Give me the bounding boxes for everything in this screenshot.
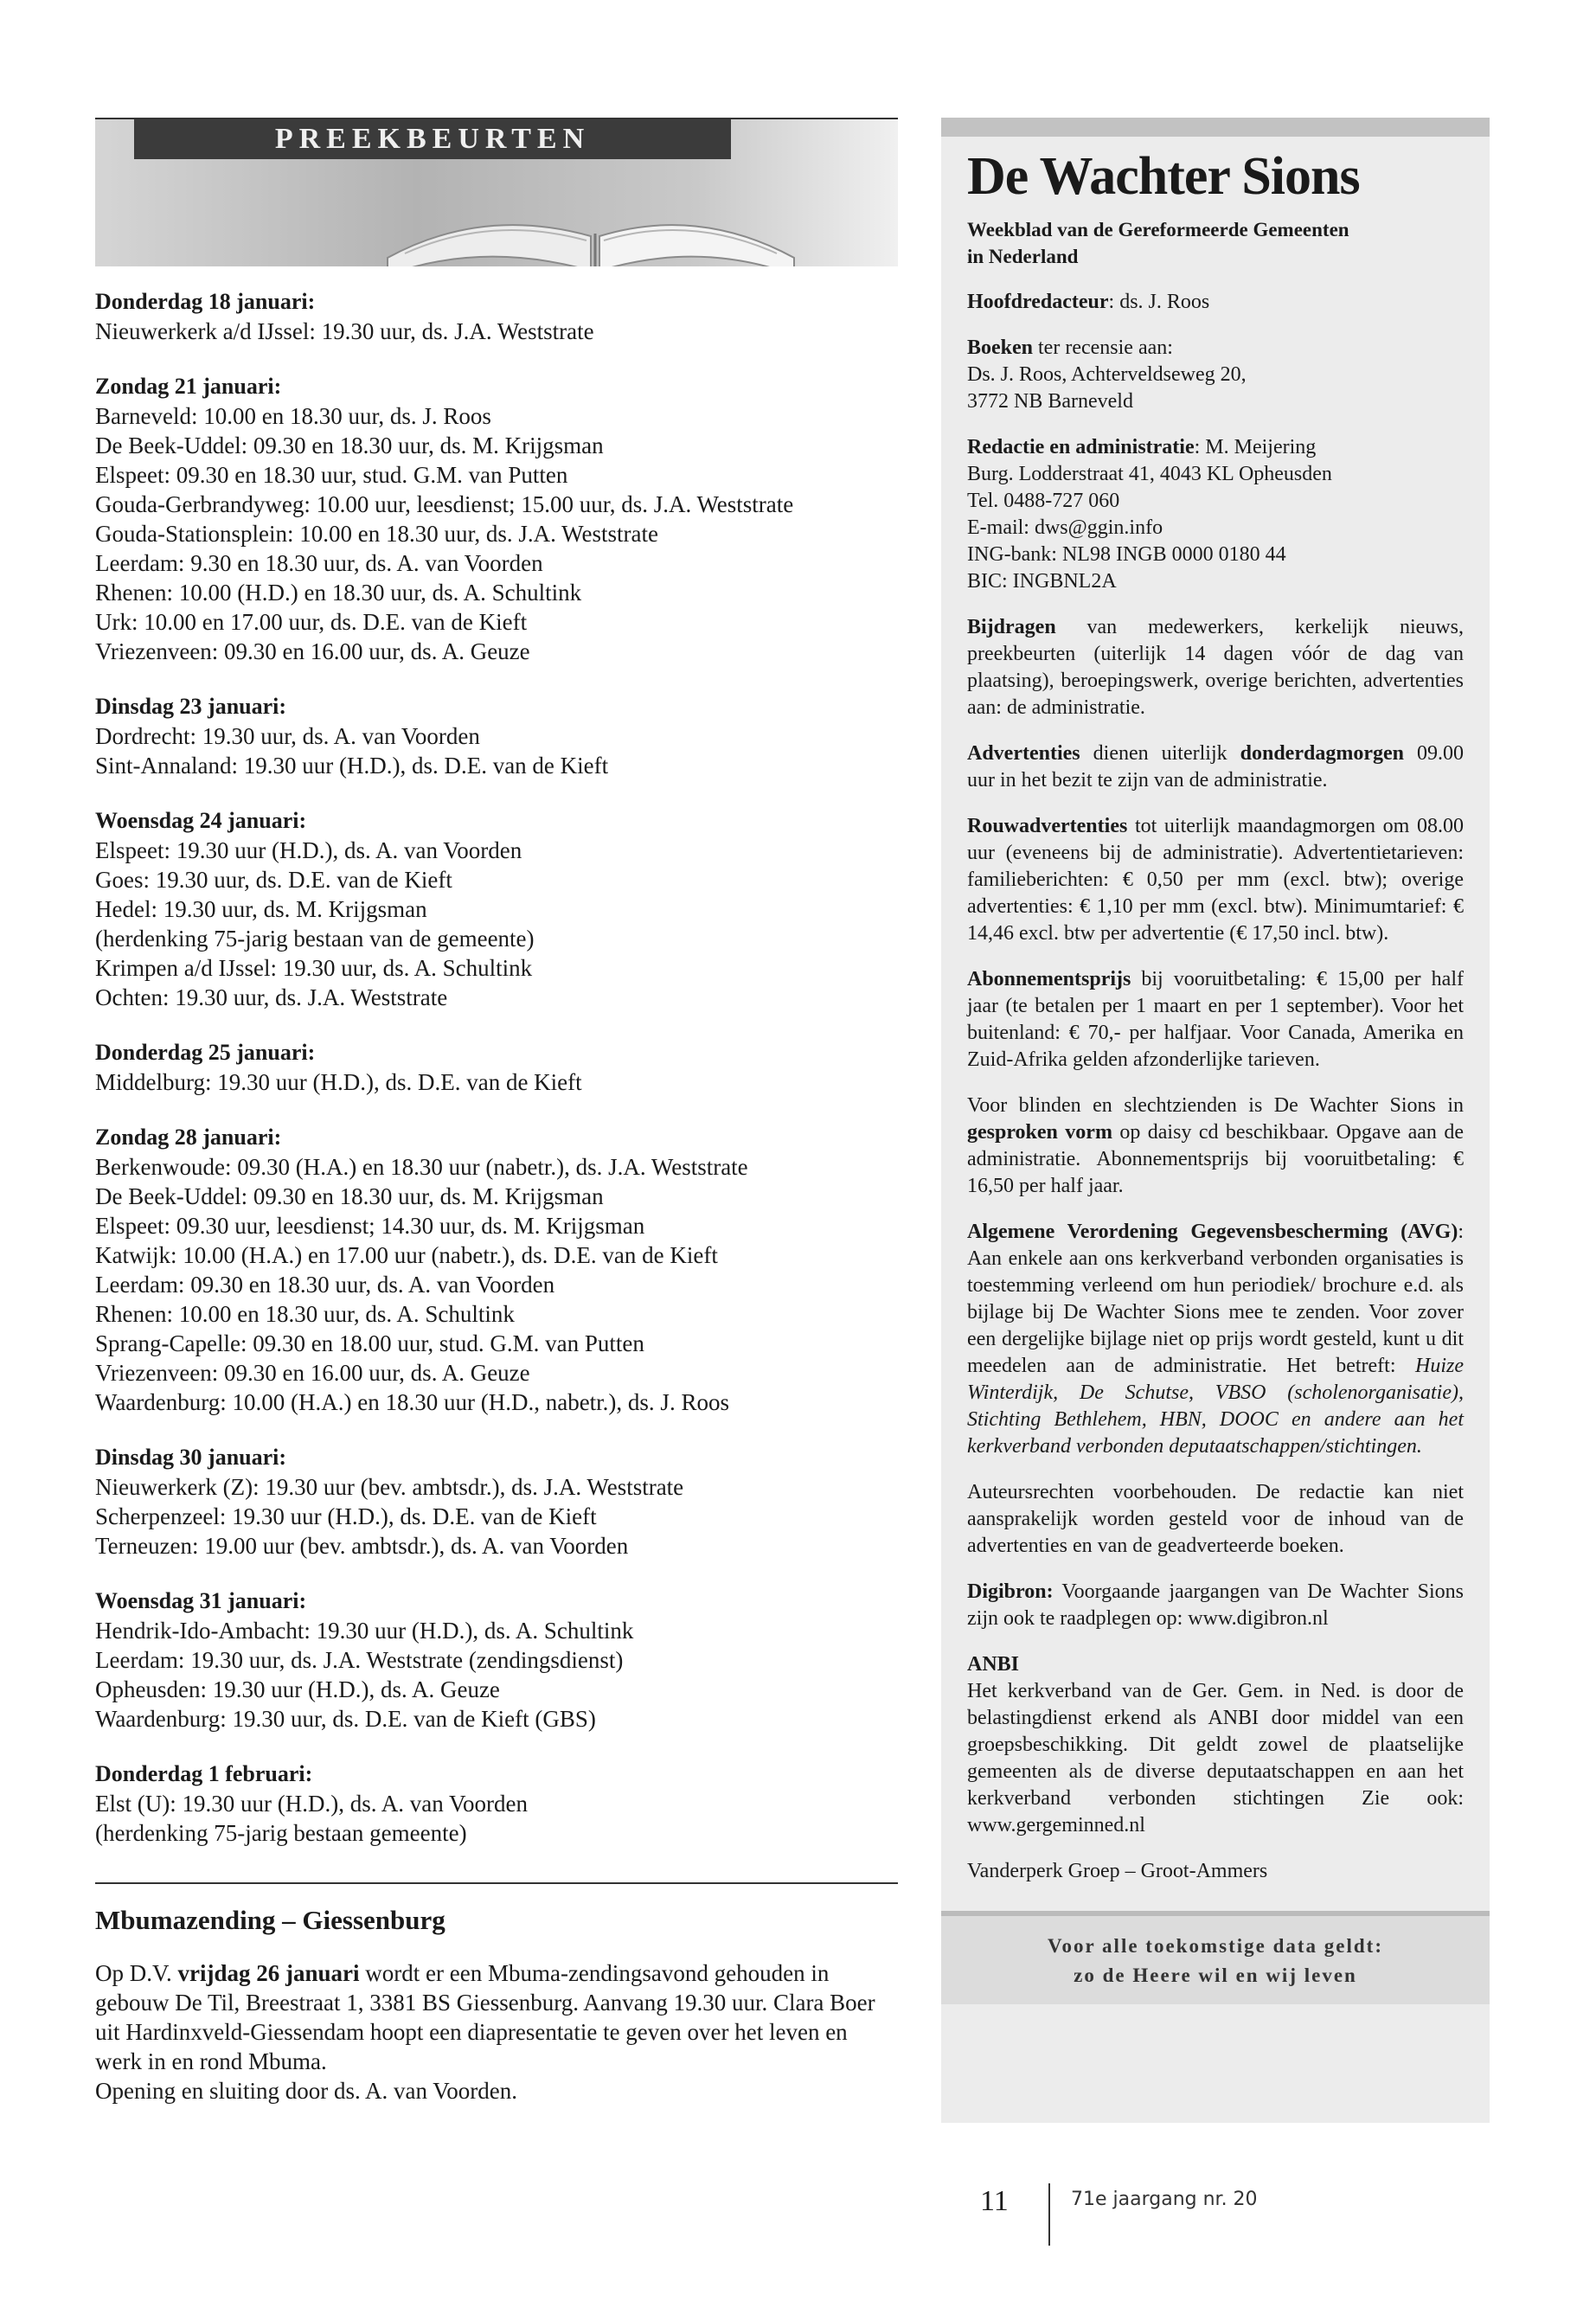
preekbeurten-column (95, 118, 898, 2106)
mourning-ads: Rouwadvertenties tot uiterlijk maandagmorgen om 08.00 uur (eveneens bij de administratie). Advertentietarieven: familieberichten: € 0,50 per mm (excl. btw); overige advertenties: € 1,10 per mm (excl. btw). Minimumtarief: € 14,46 excl. btw per advertentie (€ 17,50 incl. btw). (967, 815, 1464, 945)
day-heading: Zondag 28 januari: (95, 1125, 282, 1150)
privacy-avg: Algemene Verordening Gegevensbescherming (AVG): Aan enkele aan ons kerkverband verbonden organisaties is toestemming verleend om hun periodiek/ brochure e.d. als bijlage bij De Wachter Sions mee te zenden. Voor zover een dergelijke bijlage niet op prijs wordt gesteld, kunt u dit meedelen aan de administratie. Het betreft: Huize Winterdijk, De Schutse, VBSO (scholenorganisatie), Stichting Bethlehem, HBN, DOOC en andere aan het kerkverband verbonden deputaatschappen/stichtingen. (967, 1221, 1464, 1458)
section-banner (95, 118, 898, 266)
blind-edition: Voor blinden en slechtzienden is De Wachter Sions in gesproken vorm op daisy cd beschikbaar. Opgave aan de administratie. Abonnementsprijs bij vooruitbetaling: € 16,50 per half jaar. (967, 1094, 1464, 1197)
service-line: Scherpenzeel: 19.30 uur (H.D.), ds. D.E. van de Kieft (95, 1503, 597, 1529)
masthead: De Wachter Sions (967, 147, 1360, 206)
subscription: Abonnementsprijs bij vooruitbetaling: € 15,00 per half jaar (te betalen per 1 maart en per 1 september). Voor het buitenland: € 70,- per halfjaar. Voor Canada, Amerika en Zuid-Afrika gelden afzonderlijke tarieven. (967, 968, 1464, 1071)
day-heading: Dinsdag 23 januari: (95, 694, 287, 719)
service-line: Elspeet: 19.30 uur (H.D.), ds. A. van Voorden (95, 837, 522, 863)
service-line: Leerdam: 09.30 en 18.30 uur, ds. A. van Voorden (95, 1272, 555, 1298)
service-line: Elst (U): 19.30 uur (H.D.), ds. A. van Voorden (95, 1791, 528, 1817)
contributions: Bijdragen van medewerkers, kerkelijk nieuws, preekbeurten (uiterlijk 14 dagen vóór de dag van plaatsing), beroepingswerk, overige berichten, advertenties aan: de administratie. (967, 616, 1464, 719)
service-day (95, 1123, 898, 1417)
colophon-box (941, 118, 1490, 2123)
service-line: (herdenking 75-jarig bestaan van de gemeente) (95, 926, 535, 952)
service-line: Hendrik-Ido-Ambacht: 19.30 uur (H.D.), ds. A. Schultink (95, 1618, 634, 1644)
footer-divider (1048, 2183, 1050, 2246)
day-heading: Woensdag 24 januari: (95, 808, 307, 833)
day-heading: Zondag 21 januari: (95, 374, 282, 399)
service-line: Rhenen: 10.00 (H.D.) en 18.30 uur, ds. A. Schultink (95, 580, 582, 606)
service-line: Dordrecht: 19.30 uur, ds. A. van Voorden (95, 723, 480, 749)
day-heading: Donderdag 25 januari: (95, 1040, 316, 1065)
day-heading: Dinsdag 30 januari: (95, 1445, 287, 1470)
service-line: Barneveld: 10.00 en 18.30 uur, ds. J. Roos (95, 403, 491, 429)
service-line: Leerdam: 19.30 uur, ds. J.A. Weststrate (zendingsdienst) (95, 1647, 624, 1673)
service-schedule (95, 287, 898, 1848)
service-line: De Beek-Uddel: 09.30 en 18.30 uur, ds. M. Krijgsman (95, 1183, 604, 1209)
service-day (95, 1443, 898, 1561)
day-heading: Donderdag 1 februari: (95, 1761, 313, 1786)
chief-editor: Hoofdredacteur: ds. J. Roos (967, 291, 1210, 313)
day-heading: Donderdag 18 januari: (95, 289, 316, 314)
service-line: Ochten: 19.30 uur, ds. J.A. Weststrate (95, 984, 448, 1010)
service-day (95, 287, 898, 346)
service-line: Sint-Annaland: 19.30 uur (H.D.), ds. D.E. van de Kieft (95, 753, 609, 779)
service-day (95, 692, 898, 780)
service-line: Opheusden: 19.30 uur (H.D.), ds. A. Geuze (95, 1676, 500, 1702)
service-line: Vriezenveen: 09.30 en 16.00 uur, ds. A. Geuze (95, 638, 530, 664)
divider (95, 1882, 898, 1884)
service-line: Vriezenveen: 09.30 en 16.00 uur, ds. A. Geuze (95, 1360, 530, 1386)
service-line: Leerdam: 9.30 en 18.30 uur, ds. A. van Voorden (95, 550, 543, 576)
copyright: Auteursrechten voorbehouden. De redactie kan niet aansprakelijk worden gesteld voor de inhoud van de advertenties en van de geadverteerde boeken. (967, 1481, 1464, 1557)
service-day (95, 1759, 898, 1848)
service-line: Nieuwerkerk a/d IJssel: 19.30 uur, ds. J.A. Weststrate (95, 318, 594, 344)
service-line: De Beek-Uddel: 09.30 en 18.30 uur, ds. M. Krijgsman (95, 433, 604, 458)
page-number: 11 (980, 2185, 1009, 2217)
digibron: Digibron: Voorgaande jaargangen van De Wachter Sions zijn ook te raadplegen op: www.digibron.nl (967, 1580, 1464, 1630)
service-line: Waardenburg: 19.30 uur, ds. D.E. van de Kieft (GBS) (95, 1706, 596, 1732)
service-line: Krimpen a/d IJssel: 19.30 uur, ds. A. Schultink (95, 955, 533, 981)
colophon-topbar (941, 118, 1490, 137)
printer: Vanderperk Groep – Groot-Ammers (967, 1860, 1268, 1882)
mbuma-announcement: Op D.V. vrijdag 26 januari wordt er een Mbuma-zendingsavond gehouden in gebouw De Til, Breestraat 1, 3381 BS Giessenburg. Aanvang 19.30 uur. Clara Boer uit Hardinxveld-Giessendam hoopt een diapresentatie te geven over het leven en werk in en rond Mbuma. Opening en sluiting door ds. A. van Voorden. (95, 1960, 875, 2104)
administration: Redactie en administratie: M. Meijering Burg. Lodderstraat 41, 4043 KL Opheusden Tel. 0488-727 060 E-mail: dws@ggin.info ING-bank: NL98 INGB 0000 0180 44 BIC: INGBNL2A (967, 434, 1464, 595)
service-day (95, 1586, 898, 1734)
service-line: Urk: 10.00 en 17.00 uur, ds. D.E. van de Kieft (95, 609, 528, 635)
books-address: Boeken ter recensie aan: Ds. J. Roos, Achterveldseweg 20, 3772 NB Barneveld (967, 336, 1247, 413)
service-line: (herdenking 75-jarig bestaan gemeente) (95, 1820, 467, 1846)
open-book-icon (370, 154, 820, 266)
service-line: Rhenen: 10.00 en 18.30 uur, ds. A. Schultink (95, 1301, 515, 1327)
service-line: Elspeet: 09.30 en 18.30 uur, stud. G.M. van Putten (95, 462, 568, 488)
service-line: Middelburg: 19.30 uur (H.D.), ds. D.E. van de Kieft (95, 1069, 582, 1095)
subtitle: Weekblad van de Gereformeerde Gemeenten in Nederland (967, 219, 1349, 267)
service-line: Berkenwoude: 09.30 (H.A.) en 18.30 uur (nabetr.), ds. J.A. Weststrate (95, 1154, 748, 1180)
service-line: Katwijk: 10.00 (H.A.) en 17.00 uur (nabetr.), ds. D.E. van de Kieft (95, 1242, 718, 1268)
section-title: PREEKBEURTEN (134, 119, 731, 159)
service-day (95, 372, 898, 666)
service-day (95, 1038, 898, 1097)
mbuma-title: Mbumazending – Giessenburg (95, 1905, 445, 1935)
advertisements: Advertenties dienen uiterlijk donderdagmorgen 09.00 uur in het bezit te zijn van de administratie. (967, 742, 1464, 792)
service-line: Gouda-Gerbrandyweg: 10.00 uur, leesdienst; 15.00 uur, ds. J.A. Weststrate (95, 491, 794, 517)
motto-box: Voor alle toekomstige data geldt: zo de Heere wil en wij leven (941, 1911, 1490, 2004)
service-line: Gouda-Stationsplein: 10.00 en 18.30 uur, ds. J.A. Weststrate (95, 521, 658, 547)
service-line: Hedel: 19.30 uur, ds. M. Krijgsman (95, 896, 427, 922)
service-line: Goes: 19.30 uur, ds. D.E. van de Kieft (95, 867, 452, 893)
service-line: Terneuzen: 19.00 uur (bev. ambtsdr.), ds. A. van Voorden (95, 1533, 629, 1559)
service-line: Elspeet: 09.30 uur, leesdienst; 14.30 uur, ds. M. Krijgsman (95, 1213, 645, 1239)
issue-info: 71e jaargang nr. 20 (1071, 2189, 1258, 2210)
anbi: ANBI Het kerkverband van de Ger. Gem. in Ned. is door de belastingdienst erkend als ANBI door middel van een groepsbeschikking. Dit geldt zowel de plaatselijke gemeenten als de diverse deputaatschappen en aan het kerkverband verbonden stichtingen Zie ook: www.gergeminned.nl (967, 1653, 1464, 1836)
day-heading: Woensdag 31 januari: (95, 1588, 307, 1613)
service-day (95, 806, 898, 1012)
service-line: Nieuwerkerk (Z): 19.30 uur (bev. ambtsdr.), ds. J.A. Weststrate (95, 1474, 684, 1500)
service-line: Sprang-Capelle: 09.30 en 18.00 uur, stud. G.M. van Putten (95, 1330, 644, 1356)
email-link[interactable]: E-mail: dws@ggin.info (967, 516, 1163, 539)
service-line: Waardenburg: 10.00 (H.A.) en 18.30 uur (H.D., nabetr.), ds. J. Roos (95, 1389, 729, 1415)
